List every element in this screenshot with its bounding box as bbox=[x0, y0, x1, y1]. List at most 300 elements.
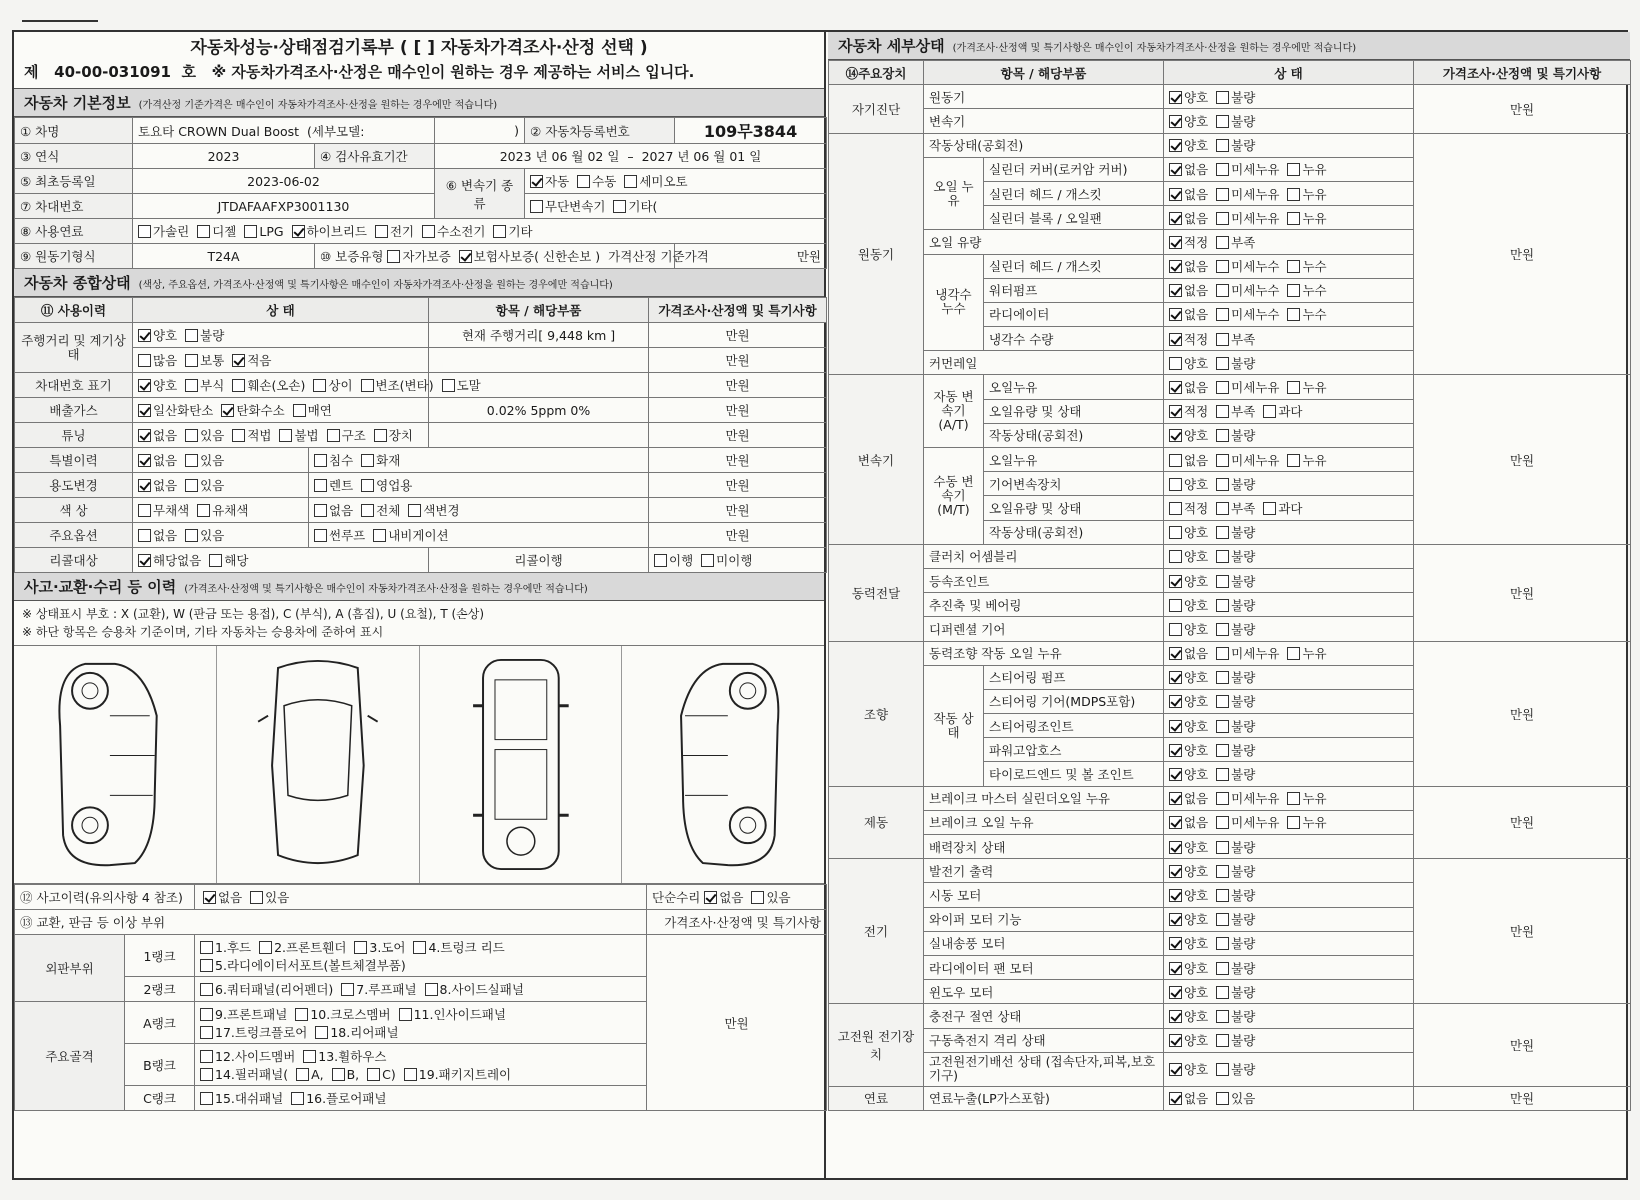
checkbox[interactable] bbox=[185, 379, 198, 392]
checkbox[interactable] bbox=[1216, 768, 1229, 781]
checkbox[interactable] bbox=[303, 1050, 316, 1063]
checkbox-option[interactable] bbox=[361, 501, 400, 519]
checkbox[interactable] bbox=[1287, 381, 1300, 394]
checkbox-option[interactable] bbox=[1169, 160, 1208, 178]
checkbox-option[interactable] bbox=[1216, 1089, 1255, 1107]
checkbox[interactable] bbox=[138, 225, 151, 238]
checkbox-option[interactable] bbox=[354, 938, 405, 956]
checkbox-option[interactable] bbox=[1216, 717, 1255, 735]
checkbox[interactable] bbox=[232, 379, 245, 392]
checkbox[interactable] bbox=[1169, 962, 1182, 975]
checkbox[interactable] bbox=[1287, 816, 1300, 829]
checkbox[interactable] bbox=[1287, 260, 1300, 273]
checkbox[interactable] bbox=[1216, 841, 1229, 854]
checkbox[interactable] bbox=[1169, 913, 1182, 926]
checkbox[interactable] bbox=[613, 200, 626, 213]
checkbox[interactable] bbox=[1169, 478, 1182, 491]
checkbox-option[interactable] bbox=[1169, 305, 1208, 323]
checkbox-option[interactable] bbox=[138, 222, 189, 240]
checkbox[interactable] bbox=[1287, 454, 1300, 467]
checkbox[interactable] bbox=[1169, 188, 1182, 201]
checkbox-option[interactable] bbox=[425, 980, 524, 998]
checkbox-option[interactable] bbox=[701, 551, 752, 569]
checkbox-option[interactable] bbox=[442, 376, 481, 394]
checkbox-option[interactable] bbox=[138, 326, 177, 344]
checkbox[interactable] bbox=[313, 379, 326, 392]
checkbox-option[interactable] bbox=[303, 1047, 386, 1065]
checkbox-option[interactable] bbox=[577, 172, 616, 190]
checkbox-option[interactable] bbox=[1287, 209, 1326, 227]
checkbox-option[interactable] bbox=[1287, 185, 1326, 203]
checkbox[interactable] bbox=[387, 250, 400, 263]
checkbox-option[interactable] bbox=[1169, 451, 1208, 469]
checkbox[interactable] bbox=[1216, 695, 1229, 708]
checkbox-option[interactable] bbox=[1169, 862, 1208, 880]
checkbox-option[interactable] bbox=[138, 451, 177, 469]
checkbox-option[interactable] bbox=[1169, 1007, 1208, 1025]
checkbox[interactable] bbox=[1216, 429, 1229, 442]
checkbox[interactable] bbox=[279, 429, 292, 442]
checkbox[interactable] bbox=[1216, 333, 1229, 346]
checkbox-option[interactable] bbox=[493, 222, 532, 240]
checkbox-option[interactable] bbox=[1216, 426, 1255, 444]
checkbox[interactable] bbox=[1169, 139, 1182, 152]
checkbox-option[interactable] bbox=[197, 222, 236, 240]
checkbox[interactable] bbox=[1216, 381, 1229, 394]
checkbox[interactable] bbox=[1216, 236, 1229, 249]
checkbox[interactable] bbox=[1169, 357, 1182, 370]
checkbox-option[interactable] bbox=[1216, 813, 1279, 831]
checkbox[interactable] bbox=[1216, 986, 1229, 999]
checkbox[interactable] bbox=[1169, 841, 1182, 854]
checkbox[interactable] bbox=[295, 1008, 308, 1021]
checkbox-option[interactable] bbox=[1216, 136, 1255, 154]
checkbox[interactable] bbox=[1287, 647, 1300, 660]
checkbox[interactable] bbox=[232, 429, 245, 442]
checkbox-option[interactable] bbox=[1216, 88, 1255, 106]
checkbox-option[interactable] bbox=[1287, 281, 1326, 299]
checkbox-option[interactable] bbox=[1169, 572, 1208, 590]
checkbox[interactable] bbox=[1287, 284, 1300, 297]
checkbox-option[interactable] bbox=[314, 476, 353, 494]
checkbox[interactable] bbox=[1216, 792, 1229, 805]
checkbox[interactable] bbox=[138, 554, 151, 567]
checkbox-option[interactable] bbox=[1216, 959, 1255, 977]
checkbox-option[interactable] bbox=[1216, 451, 1279, 469]
checkbox[interactable] bbox=[250, 891, 263, 904]
checkbox-option[interactable] bbox=[1216, 668, 1255, 686]
checkbox[interactable] bbox=[442, 379, 455, 392]
checkbox-option[interactable] bbox=[185, 326, 224, 344]
checkbox[interactable] bbox=[1169, 986, 1182, 999]
checkbox-option[interactable] bbox=[1216, 209, 1279, 227]
checkbox-option[interactable] bbox=[1169, 136, 1208, 154]
checkbox[interactable] bbox=[138, 479, 151, 492]
checkbox[interactable] bbox=[1263, 502, 1276, 515]
checkbox[interactable] bbox=[1216, 889, 1229, 902]
checkbox[interactable] bbox=[138, 454, 151, 467]
checkbox[interactable] bbox=[291, 1092, 304, 1105]
checkbox[interactable] bbox=[654, 554, 667, 567]
checkbox-option[interactable] bbox=[203, 888, 242, 906]
checkbox[interactable] bbox=[1216, 671, 1229, 684]
checkbox[interactable] bbox=[1169, 381, 1182, 394]
checkbox-option[interactable] bbox=[387, 247, 450, 265]
checkbox-option[interactable] bbox=[1216, 160, 1279, 178]
checkbox[interactable] bbox=[1216, 115, 1229, 128]
checkbox-option[interactable] bbox=[1169, 233, 1208, 251]
checkbox-option[interactable] bbox=[314, 501, 353, 519]
checkbox-option[interactable] bbox=[1169, 426, 1208, 444]
checkbox-option[interactable] bbox=[232, 351, 271, 369]
checkbox-option[interactable] bbox=[1216, 596, 1255, 614]
checkbox[interactable] bbox=[1216, 91, 1229, 104]
checkbox-option[interactable] bbox=[1169, 185, 1208, 203]
checkbox-option[interactable] bbox=[291, 1089, 386, 1107]
checkbox-option[interactable] bbox=[1216, 112, 1255, 130]
checkbox[interactable] bbox=[1169, 502, 1182, 515]
checkbox[interactable] bbox=[259, 941, 272, 954]
checkbox-option[interactable] bbox=[292, 222, 367, 240]
checkbox-option[interactable] bbox=[1216, 765, 1255, 783]
checkbox-option[interactable] bbox=[200, 1089, 283, 1107]
checkbox[interactable] bbox=[1216, 816, 1229, 829]
checkbox-option[interactable] bbox=[1216, 330, 1255, 348]
checkbox[interactable] bbox=[1169, 1092, 1182, 1105]
checkbox-option[interactable] bbox=[1169, 354, 1208, 372]
checkbox[interactable] bbox=[1169, 308, 1182, 321]
checkbox-option[interactable] bbox=[232, 426, 271, 444]
checkbox-option[interactable] bbox=[1216, 741, 1255, 759]
checkbox-option[interactable] bbox=[296, 1067, 324, 1082]
checkbox-option[interactable] bbox=[1169, 886, 1208, 904]
checkbox-option[interactable] bbox=[1216, 233, 1255, 251]
checkbox-option[interactable] bbox=[1169, 934, 1208, 952]
checkbox-option[interactable] bbox=[197, 501, 248, 519]
checkbox-option[interactable] bbox=[1216, 1007, 1255, 1025]
checkbox-option[interactable] bbox=[1169, 475, 1208, 493]
checkbox[interactable] bbox=[1287, 212, 1300, 225]
checkbox[interactable] bbox=[221, 404, 234, 417]
checkbox-option[interactable] bbox=[1287, 789, 1326, 807]
checkbox-option[interactable] bbox=[138, 376, 177, 394]
checkbox-option[interactable] bbox=[295, 1005, 390, 1023]
checkbox-option[interactable] bbox=[413, 938, 504, 956]
checkbox[interactable] bbox=[332, 1068, 345, 1081]
checkbox[interactable] bbox=[425, 983, 438, 996]
checkbox[interactable] bbox=[341, 983, 354, 996]
checkbox-option[interactable] bbox=[1216, 305, 1279, 323]
checkbox[interactable] bbox=[200, 1008, 213, 1021]
checkbox[interactable] bbox=[232, 354, 245, 367]
checkbox-option[interactable] bbox=[313, 376, 352, 394]
checkbox[interactable] bbox=[314, 479, 327, 492]
checkbox[interactable] bbox=[1216, 405, 1229, 418]
checkbox[interactable] bbox=[1169, 816, 1182, 829]
checkbox[interactable] bbox=[197, 225, 210, 238]
checkbox[interactable] bbox=[1169, 526, 1182, 539]
checkbox-option[interactable] bbox=[200, 938, 251, 956]
checkbox[interactable] bbox=[701, 554, 714, 567]
checkbox-option[interactable] bbox=[1169, 402, 1208, 420]
checkbox-option[interactable] bbox=[1216, 692, 1255, 710]
checkbox[interactable] bbox=[1216, 526, 1229, 539]
checkbox[interactable] bbox=[1216, 962, 1229, 975]
checkbox[interactable] bbox=[1216, 188, 1229, 201]
checkbox-option[interactable] bbox=[200, 956, 406, 974]
checkbox-option[interactable] bbox=[200, 1005, 287, 1023]
checkbox[interactable] bbox=[138, 329, 151, 342]
checkbox[interactable] bbox=[185, 479, 198, 492]
checkbox-option[interactable] bbox=[1169, 523, 1208, 541]
checkbox-option[interactable] bbox=[1216, 934, 1255, 952]
checkbox-option[interactable] bbox=[293, 401, 332, 419]
checkbox[interactable] bbox=[361, 454, 374, 467]
checkbox[interactable] bbox=[413, 941, 426, 954]
checkbox-option[interactable] bbox=[138, 526, 177, 544]
checkbox-option[interactable] bbox=[613, 197, 657, 215]
checkbox[interactable] bbox=[1216, 913, 1229, 926]
checkbox[interactable] bbox=[399, 1008, 412, 1021]
checkbox-option[interactable] bbox=[1169, 281, 1208, 299]
checkbox-option[interactable] bbox=[367, 1067, 396, 1082]
checkbox-option[interactable] bbox=[1216, 547, 1255, 565]
checkbox-option[interactable] bbox=[185, 476, 224, 494]
checkbox-option[interactable] bbox=[1169, 765, 1208, 783]
checkbox-option[interactable] bbox=[232, 376, 305, 394]
checkbox[interactable] bbox=[197, 504, 210, 517]
checkbox-option[interactable] bbox=[1287, 378, 1326, 396]
checkbox-option[interactable] bbox=[1169, 547, 1208, 565]
checkbox[interactable] bbox=[1169, 284, 1182, 297]
checkbox[interactable] bbox=[315, 1026, 328, 1039]
checkbox-option[interactable] bbox=[1169, 1031, 1208, 1049]
checkbox-option[interactable] bbox=[1287, 451, 1326, 469]
checkbox[interactable] bbox=[404, 1068, 417, 1081]
checkbox-option[interactable] bbox=[1287, 644, 1326, 662]
checkbox-option[interactable] bbox=[250, 888, 289, 906]
checkbox-option[interactable] bbox=[1287, 813, 1326, 831]
checkbox[interactable] bbox=[422, 225, 435, 238]
checkbox-option[interactable] bbox=[221, 401, 284, 419]
checkbox-option[interactable] bbox=[1169, 330, 1208, 348]
checkbox[interactable] bbox=[361, 479, 374, 492]
checkbox[interactable] bbox=[1169, 623, 1182, 636]
checkbox-option[interactable] bbox=[1169, 717, 1208, 735]
checkbox-option[interactable] bbox=[1216, 620, 1255, 638]
checkbox[interactable] bbox=[138, 429, 151, 442]
checkbox[interactable] bbox=[209, 554, 222, 567]
checkbox-option[interactable] bbox=[1216, 983, 1255, 1001]
checkbox-option[interactable] bbox=[314, 526, 365, 544]
checkbox[interactable] bbox=[1169, 575, 1182, 588]
checkbox[interactable] bbox=[1169, 1010, 1182, 1023]
checkbox-option[interactable] bbox=[1169, 741, 1208, 759]
checkbox[interactable] bbox=[1216, 575, 1229, 588]
checkbox[interactable] bbox=[200, 1068, 213, 1081]
checkbox-option[interactable] bbox=[1169, 959, 1208, 977]
checkbox-option[interactable] bbox=[1169, 499, 1208, 517]
checkbox[interactable] bbox=[1216, 1063, 1229, 1076]
checkbox-option[interactable] bbox=[1169, 910, 1208, 928]
checkbox[interactable] bbox=[1216, 1010, 1229, 1023]
checkbox-option[interactable] bbox=[751, 888, 790, 906]
checkbox[interactable] bbox=[1216, 865, 1229, 878]
checkbox-option[interactable] bbox=[1169, 668, 1208, 686]
checkbox-option[interactable] bbox=[1216, 644, 1279, 662]
checkbox-option[interactable] bbox=[279, 426, 318, 444]
checkbox[interactable] bbox=[1169, 599, 1182, 612]
checkbox[interactable] bbox=[314, 504, 327, 517]
checkbox[interactable] bbox=[1169, 212, 1182, 225]
checkbox-option[interactable] bbox=[1216, 1031, 1255, 1049]
checkbox[interactable] bbox=[1169, 695, 1182, 708]
checkbox-option[interactable] bbox=[200, 980, 333, 998]
checkbox[interactable] bbox=[138, 529, 151, 542]
checkbox[interactable] bbox=[1169, 744, 1182, 757]
checkbox-option[interactable] bbox=[1216, 838, 1255, 856]
checkbox-option[interactable] bbox=[138, 551, 201, 569]
checkbox[interactable] bbox=[1169, 236, 1182, 249]
checkbox-option[interactable] bbox=[138, 476, 177, 494]
checkbox[interactable] bbox=[1287, 308, 1300, 321]
checkbox[interactable] bbox=[203, 891, 216, 904]
checkbox-option[interactable] bbox=[138, 401, 213, 419]
checkbox-option[interactable] bbox=[1216, 886, 1255, 904]
checkbox[interactable] bbox=[138, 404, 151, 417]
checkbox-option[interactable] bbox=[1169, 644, 1208, 662]
checkbox-option[interactable] bbox=[138, 426, 177, 444]
checkbox-option[interactable] bbox=[1216, 523, 1255, 541]
checkbox[interactable] bbox=[624, 175, 637, 188]
checkbox[interactable] bbox=[1216, 212, 1229, 225]
checkbox-option[interactable] bbox=[459, 247, 600, 265]
checkbox-option[interactable] bbox=[1169, 257, 1208, 275]
checkbox[interactable] bbox=[1169, 163, 1182, 176]
checkbox[interactable] bbox=[354, 941, 367, 954]
checkbox[interactable] bbox=[314, 529, 327, 542]
checkbox[interactable] bbox=[314, 454, 327, 467]
checkbox-option[interactable] bbox=[1216, 185, 1279, 203]
checkbox-option[interactable] bbox=[1216, 499, 1255, 517]
checkbox[interactable] bbox=[1169, 115, 1182, 128]
checkbox[interactable] bbox=[1216, 1034, 1229, 1047]
checkbox[interactable] bbox=[1169, 720, 1182, 733]
checkbox-option[interactable] bbox=[1216, 402, 1255, 420]
checkbox[interactable] bbox=[1216, 647, 1229, 660]
checkbox[interactable] bbox=[200, 1026, 213, 1039]
checkbox[interactable] bbox=[1216, 454, 1229, 467]
checkbox-option[interactable] bbox=[185, 426, 224, 444]
checkbox[interactable] bbox=[1216, 744, 1229, 757]
checkbox[interactable] bbox=[1216, 357, 1229, 370]
checkbox-option[interactable] bbox=[1216, 378, 1279, 396]
checkbox[interactable] bbox=[1169, 889, 1182, 902]
checkbox-option[interactable] bbox=[314, 451, 353, 469]
checkbox[interactable] bbox=[361, 504, 374, 517]
checkbox[interactable] bbox=[1169, 260, 1182, 273]
checkbox[interactable] bbox=[292, 225, 305, 238]
checkbox[interactable] bbox=[1169, 550, 1182, 563]
checkbox[interactable] bbox=[138, 354, 151, 367]
checkbox-option[interactable] bbox=[399, 1005, 506, 1023]
checkbox-option[interactable] bbox=[138, 501, 189, 519]
checkbox-option[interactable] bbox=[1216, 1060, 1255, 1078]
checkbox[interactable] bbox=[373, 529, 386, 542]
checkbox-option[interactable] bbox=[185, 376, 224, 394]
checkbox-option[interactable] bbox=[404, 1065, 511, 1083]
checkbox[interactable] bbox=[185, 354, 198, 367]
checkbox-option[interactable] bbox=[1216, 789, 1279, 807]
checkbox[interactable] bbox=[1216, 623, 1229, 636]
checkbox-option[interactable] bbox=[375, 222, 414, 240]
checkbox[interactable] bbox=[1169, 429, 1182, 442]
checkbox[interactable] bbox=[200, 983, 213, 996]
checkbox[interactable] bbox=[1216, 502, 1229, 515]
checkbox[interactable] bbox=[1216, 478, 1229, 491]
checkbox[interactable] bbox=[493, 225, 506, 238]
checkbox[interactable] bbox=[408, 504, 421, 517]
checkbox[interactable] bbox=[704, 891, 717, 904]
checkbox-option[interactable] bbox=[244, 224, 283, 239]
checkbox[interactable] bbox=[1287, 188, 1300, 201]
checkbox-option[interactable] bbox=[1216, 257, 1279, 275]
checkbox[interactable] bbox=[185, 454, 198, 467]
checkbox[interactable] bbox=[375, 225, 388, 238]
checkbox-option[interactable] bbox=[315, 1023, 398, 1041]
checkbox[interactable] bbox=[1216, 599, 1229, 612]
checkbox-option[interactable] bbox=[408, 501, 459, 519]
checkbox-option[interactable] bbox=[1216, 281, 1279, 299]
checkbox-option[interactable] bbox=[185, 526, 224, 544]
checkbox-option[interactable] bbox=[1216, 475, 1255, 493]
checkbox-option[interactable] bbox=[1169, 378, 1208, 396]
checkbox-option[interactable] bbox=[1263, 499, 1302, 517]
checkbox[interactable] bbox=[293, 404, 306, 417]
checkbox[interactable] bbox=[1216, 720, 1229, 733]
checkbox-option[interactable] bbox=[259, 938, 346, 956]
checkbox-option[interactable] bbox=[1263, 402, 1302, 420]
checkbox-option[interactable] bbox=[1216, 572, 1255, 590]
checkbox[interactable] bbox=[367, 1068, 380, 1081]
checkbox[interactable] bbox=[459, 250, 472, 263]
checkbox[interactable] bbox=[1169, 1034, 1182, 1047]
checkbox[interactable] bbox=[1216, 1092, 1229, 1105]
checkbox-option[interactable] bbox=[361, 376, 434, 394]
checkbox-option[interactable] bbox=[1169, 1060, 1208, 1078]
checkbox-option[interactable] bbox=[185, 451, 224, 469]
checkbox-option[interactable] bbox=[1169, 789, 1208, 807]
checkbox[interactable] bbox=[200, 941, 213, 954]
checkbox[interactable] bbox=[1169, 333, 1182, 346]
checkbox-option[interactable] bbox=[1169, 112, 1208, 130]
checkbox[interactable] bbox=[1263, 405, 1276, 418]
checkbox[interactable] bbox=[1169, 865, 1182, 878]
checkbox-option[interactable] bbox=[374, 426, 413, 444]
checkbox[interactable] bbox=[1169, 647, 1182, 660]
checkbox[interactable] bbox=[577, 175, 590, 188]
checkbox[interactable] bbox=[1169, 1063, 1182, 1076]
checkbox-option[interactable] bbox=[1169, 983, 1208, 1001]
checkbox-option[interactable] bbox=[1287, 305, 1326, 323]
checkbox-option[interactable] bbox=[361, 476, 412, 494]
checkbox[interactable] bbox=[200, 1092, 213, 1105]
checkbox[interactable] bbox=[244, 225, 257, 238]
checkbox-option[interactable] bbox=[704, 888, 743, 906]
checkbox[interactable] bbox=[1287, 163, 1300, 176]
checkbox[interactable] bbox=[1169, 937, 1182, 950]
checkbox[interactable] bbox=[1169, 91, 1182, 104]
